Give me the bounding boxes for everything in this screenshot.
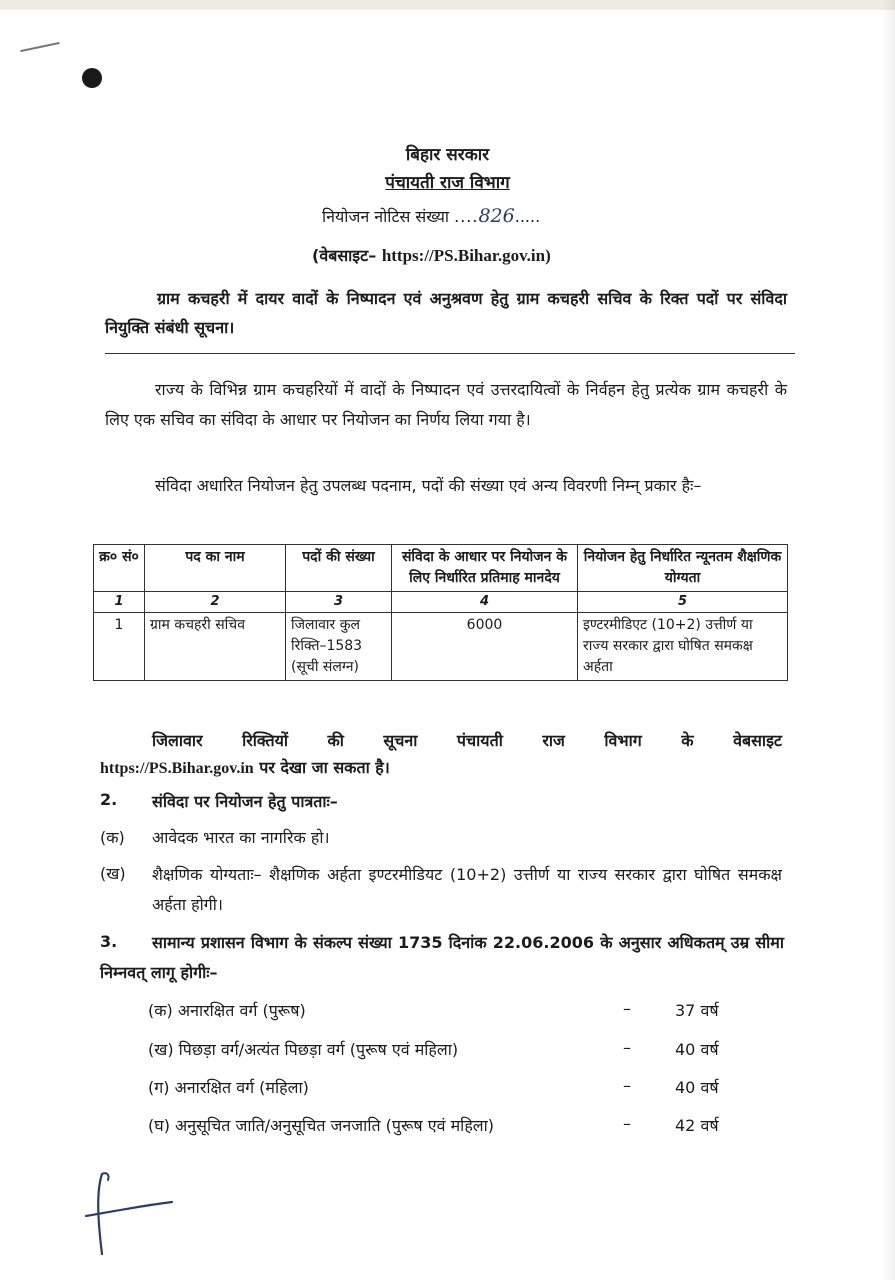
age-value: 42 वर्ष [675, 1116, 719, 1135]
index-cell: 5 [578, 592, 788, 613]
age-value: 40 वर्ष [675, 1040, 719, 1059]
website-url: https://PS.Bihar.gov.in) [381, 246, 551, 265]
section3-text: सामान्य प्रशासन विभाग के संकल्प संख्या 1735 दिनांक 22.06.2006 के अनुसार अधिकतम् उम्र सीमा निम्नवत् लागू होगीः– [100, 933, 784, 982]
signature-mark [80, 1172, 180, 1262]
age-value: 40 वर्ष [675, 1078, 719, 1097]
index-cell: 3 [286, 592, 392, 613]
age-category: (क) अनारक्षित वर्ग (पुरूष) [148, 1001, 306, 1020]
cell-post-count: जिलावार कुल रिक्ति–1583 (सूची संलग्न) [286, 613, 392, 681]
scan-top-edge [0, 0, 895, 10]
notice-line: नियोजन नोटिस संख्या ....826..... [322, 205, 541, 227]
section2-num: 2. [100, 790, 118, 809]
item-text-ka: आवेदक भारत का नागरिक हो। [152, 828, 330, 847]
age-category: (ग) अनारक्षित वर्ग (महिला) [148, 1078, 309, 1097]
pencil-mark [20, 42, 60, 52]
website-line [312, 244, 551, 266]
website-label: (वेबसाइट– [312, 246, 377, 265]
table-index-row [94, 592, 788, 613]
district-info-line2 [100, 754, 390, 782]
notice-label: नियोजन नोटिस संख्या [322, 207, 450, 226]
notice-number: 826 [478, 205, 515, 227]
para-intro: राज्य के विभिन्न ग्राम कचहरियों में वादों के निष्पादन एवं उत्तरदायित्वों के निर्वहन हेतु प्रत्येक ग्राम कचहरी के लिए एक सचिव का संविदा के आधार पर नियोजन का निर्णय लिया गया है। [105, 380, 787, 429]
item-mark-kha: (ख) [100, 864, 126, 883]
age-category: (ख) पिछड़ा वर्ग/अत्यंत पिछड़ा वर्ग (पुरूष एवं महिला) [148, 1040, 459, 1059]
cell-honorarium: 6000 [392, 613, 578, 681]
age-dash: – [623, 1114, 631, 1133]
age-dash: – [623, 999, 631, 1018]
th-post-count: पदों की संख्या [286, 545, 392, 592]
age-value: 37 वर्ष [675, 1001, 719, 1020]
index-cell: 1 [94, 592, 145, 613]
govt-title: बिहार सरकार [405, 145, 490, 165]
district-info-text: जिलावार रिक्तियों की सूचना पंचायती राज विभाग के वेबसाइट [152, 731, 782, 750]
section3-num: 3. [100, 932, 118, 951]
cell-qualification: इण्टरमीडिएट (10+2) उत्तीर्ण या राज्य सरकार द्वारा घोषित समकक्ष अर्हता [578, 613, 788, 681]
th-honorarium: संविदा के आधार पर नियोजन के लिए निर्धारित प्रतिमाह मानदेय [392, 545, 578, 592]
table-header-row [94, 545, 788, 592]
age-dash: – [623, 1038, 631, 1057]
item-text-kha: शैक्षणिक योग्यताः– शैक्षणिक अर्हता इण्टरमीडियट (10+2) उत्तीर्ण या राज्य सरकार द्वारा घोषित समकक्ष अर्हता होगी। [152, 865, 782, 914]
dept-title: पंचायती राज विभाग [385, 173, 510, 193]
age-category: (घ) अनुसूचित जाति/अनुसूचित जनजाति (पुरूष एवं महिला) [148, 1116, 495, 1135]
age-row [148, 1114, 728, 1144]
para-posts: संविदा अधारित नियोजन हेतु उपलब्ध पदनाम, पदों की संख्या एवं अन्य विवरणी निम्न् प्रकार हैः– [155, 476, 702, 495]
th-post-name: पद का नाम [145, 545, 286, 592]
posts-table [93, 544, 788, 681]
age-row [148, 1076, 728, 1106]
item-mark-ka: (क) [100, 828, 125, 847]
section2-title: संविदा पर नियोजन हेतु पात्रताः– [152, 792, 338, 811]
district-info-url: https://PS.Bihar.gov.in [100, 760, 254, 777]
divider-line [105, 353, 795, 354]
index-cell: 4 [392, 592, 578, 613]
age-row [148, 1038, 728, 1068]
punch-hole-icon [82, 68, 102, 88]
cell-post-name: ग्राम कचहरी सचिव [145, 613, 286, 681]
table-row [94, 613, 788, 681]
age-row [148, 999, 728, 1029]
subject-text: ग्राम कचहरी में दायर वादों के निष्पादन एवं अनुश्रवण हेतु ग्राम कचहरी सचिव के रिक्त पदों पर संविदा नियुक्ति संबंधी सूचना। [105, 289, 787, 337]
th-qualification: नियोजन हेतु निर्धारित न्यूनतम शैक्षणिक योग्यता [578, 545, 788, 592]
district-info-suffix: पर देखा जा सकता है। [259, 758, 390, 777]
cell-serial: 1 [94, 613, 145, 681]
age-dash: – [623, 1076, 631, 1095]
index-cell: 2 [145, 592, 286, 613]
th-serial: क्र० सं० [94, 545, 145, 592]
